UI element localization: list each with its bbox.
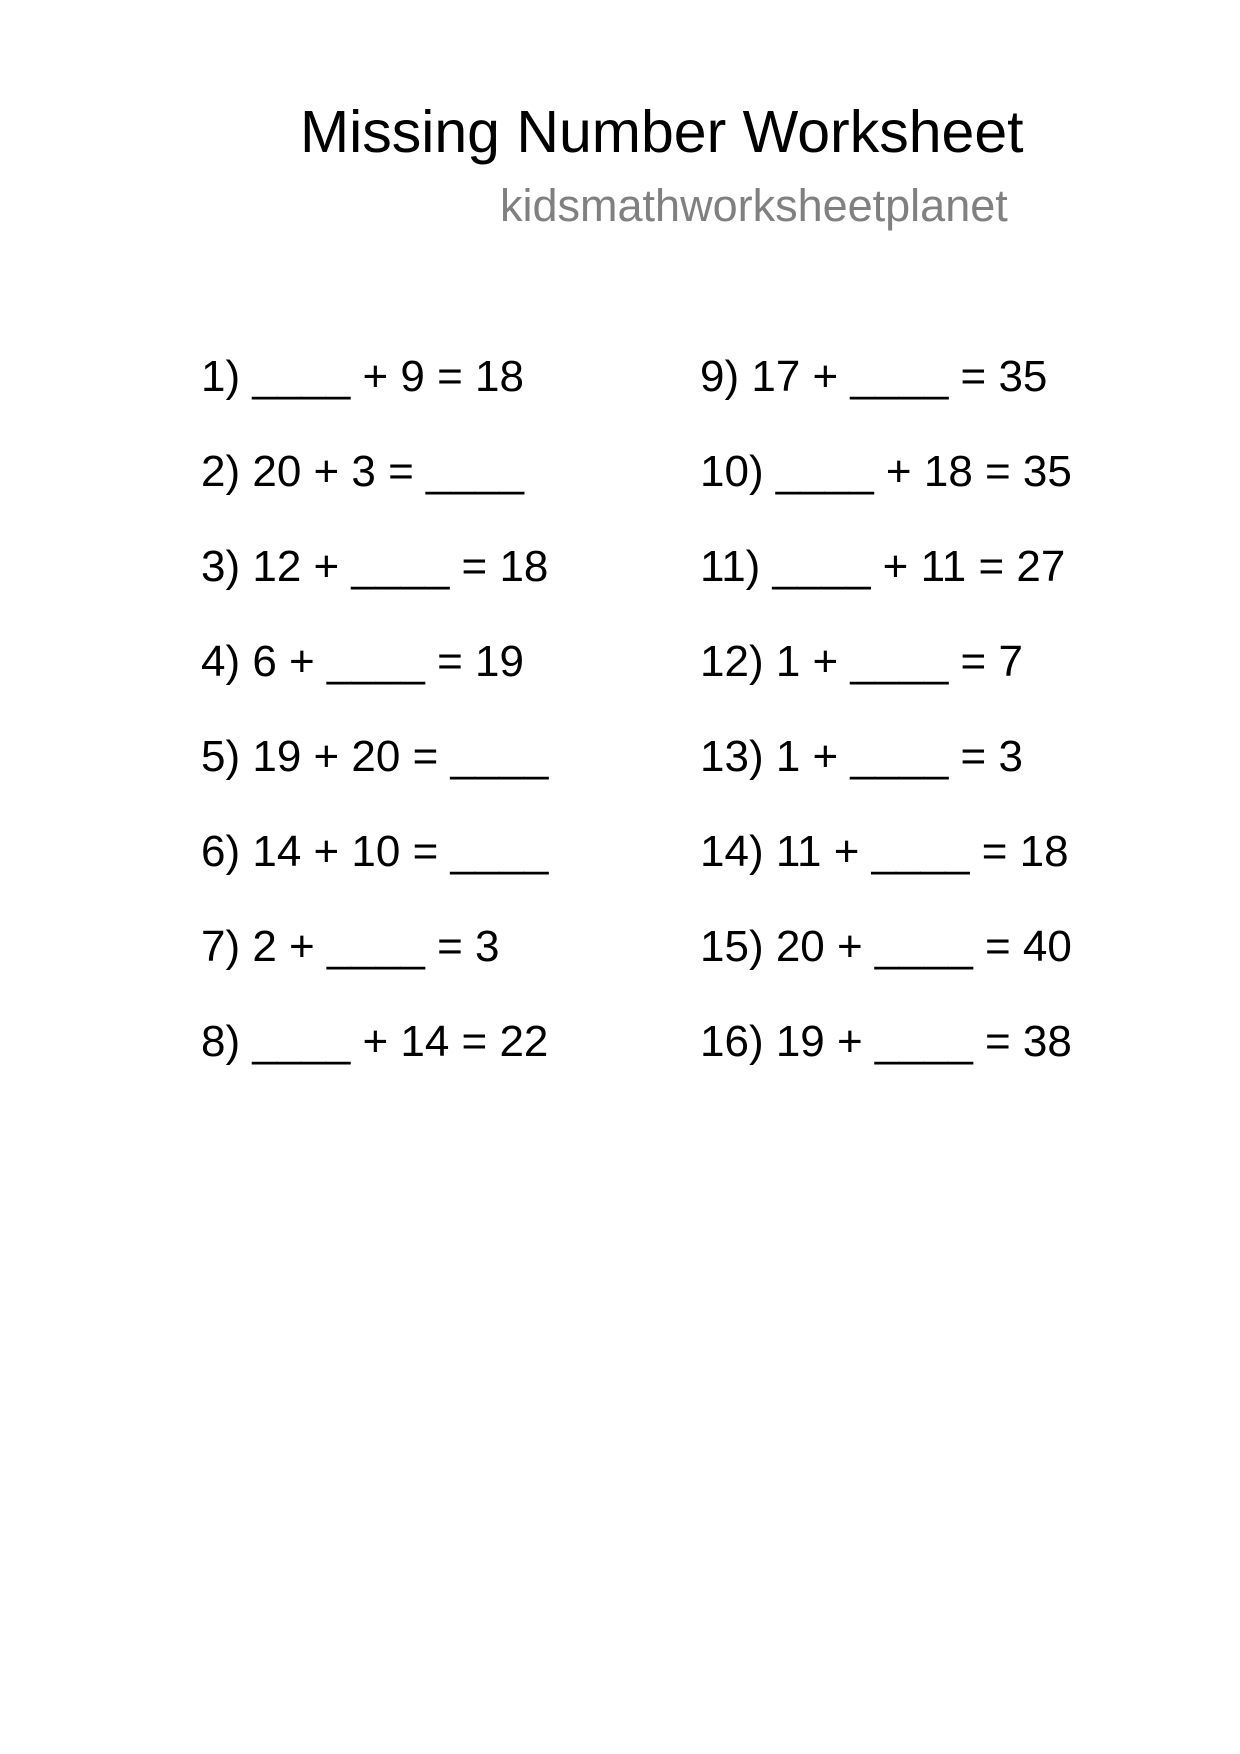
- problem-8: 8) ____ + 14 = 22: [201, 1017, 549, 1066]
- problem-column-right: [700, 350, 1072, 1110]
- problem-10: 10) ____ + 18 = 35: [700, 447, 1072, 496]
- problem-2: 2) 20 + 3 = ____: [201, 447, 524, 496]
- problem-7: 7) 2 + ____ = 3: [201, 922, 500, 971]
- problem-13: 13) 1 + ____ = 3: [700, 732, 1023, 781]
- problem-5: 5) 19 + 20 = ____: [201, 732, 549, 781]
- problem-11: 11) ____ + 11 = 27: [700, 542, 1066, 591]
- problem-column-left: [201, 350, 548, 1110]
- problem-3: 3) 12 + ____ = 18: [201, 542, 549, 591]
- problem-14: 14) 11 + ____ = 18: [700, 827, 1069, 876]
- problem-9: 9) 17 + ____ = 35: [700, 352, 1048, 401]
- problem-16: 16) 19 + ____ = 38: [700, 1017, 1072, 1066]
- worksheet-source: kidsmathworksheetplanet: [500, 180, 1008, 231]
- problem-6: 6) 14 + 10 = ____: [201, 827, 549, 876]
- problem-15: 15) 20 + ____ = 40: [700, 922, 1072, 971]
- worksheet-title: Missing Number Worksheet: [300, 99, 1024, 165]
- problem-12: 12) 1 + ____ = 7: [700, 637, 1023, 686]
- problem-4: 4) 6 + ____ = 19: [201, 637, 524, 686]
- problem-1: 1) ____ + 9 = 18: [201, 352, 524, 401]
